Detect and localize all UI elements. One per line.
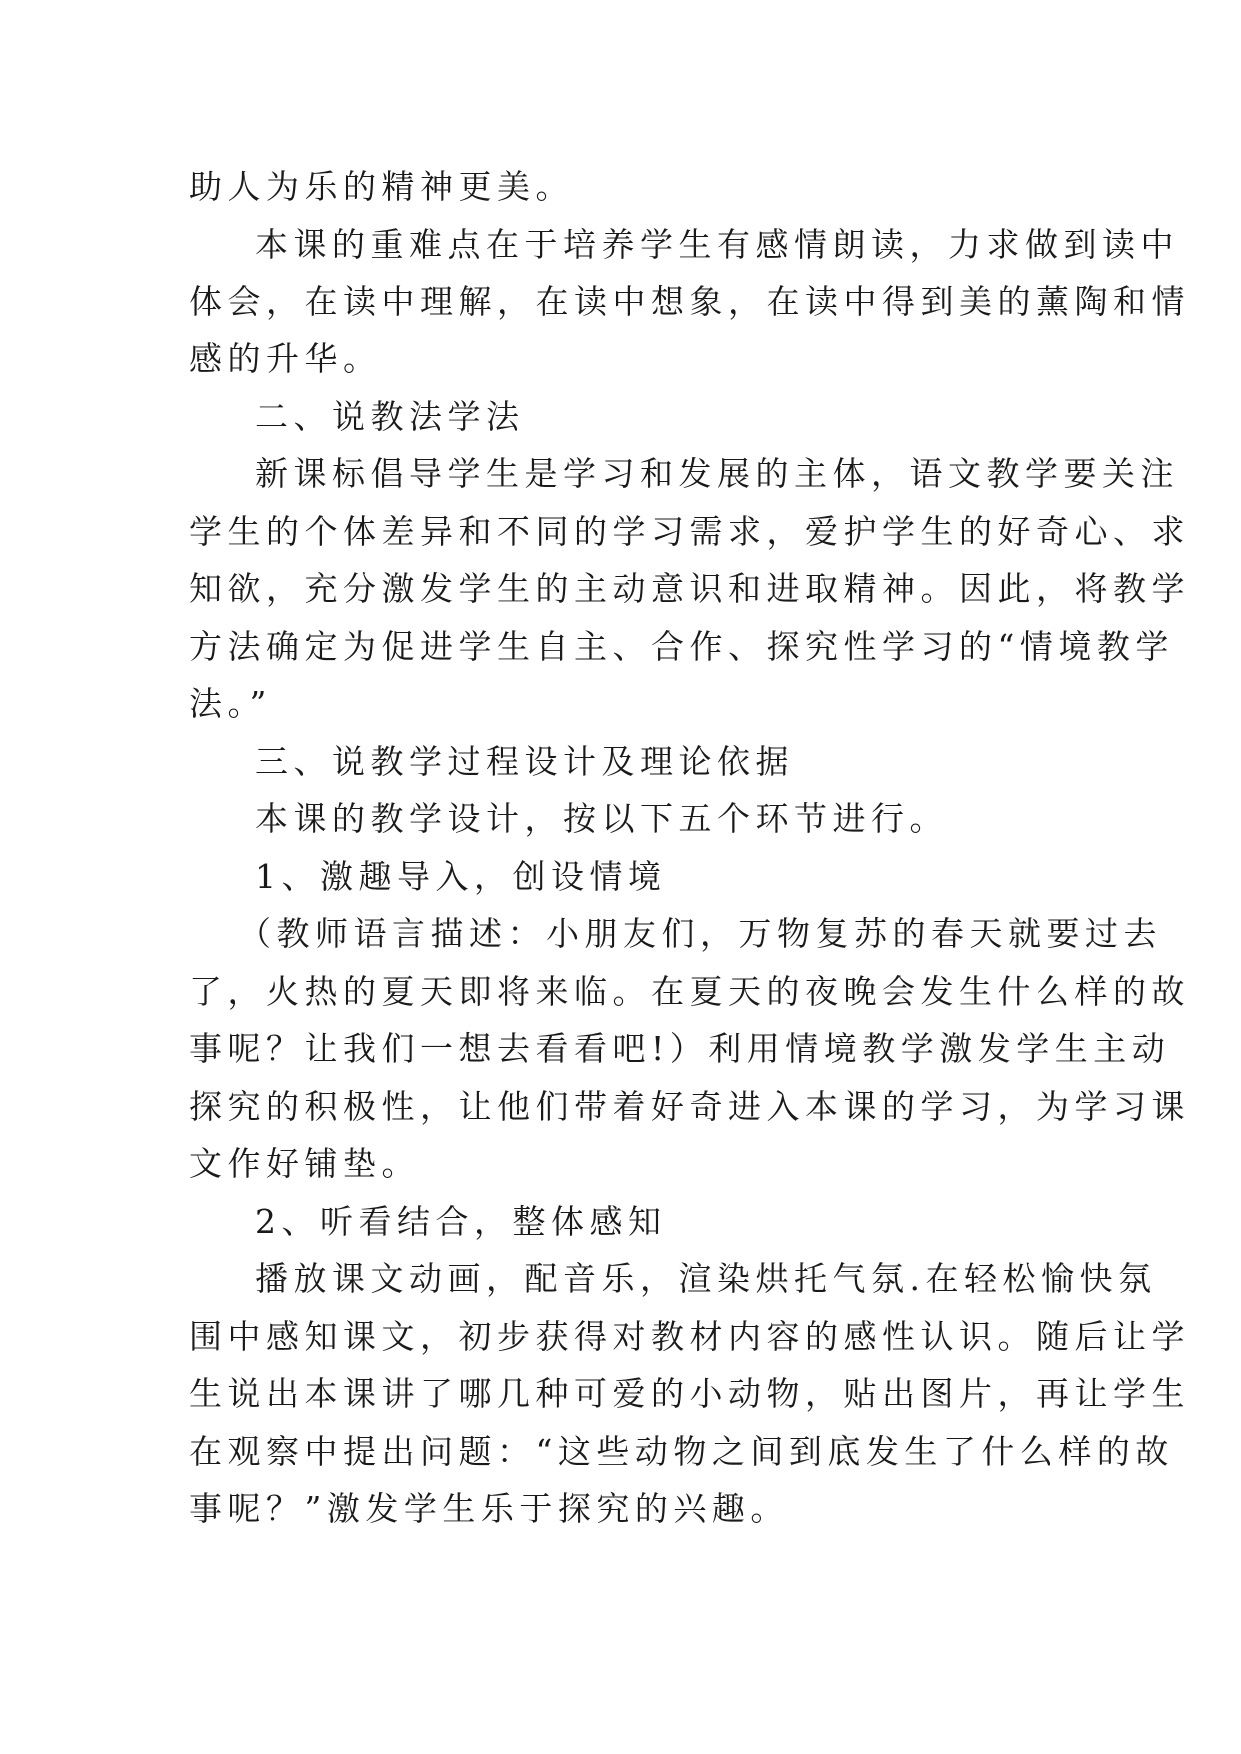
text-line: 事呢？让我们一想去看看吧!）利用情境教学激发学生主动 [189, 1029, 1171, 1068]
text-line: 学生的个体差异和不同的学习需求，爱护学生的好奇心、求 [189, 512, 1190, 551]
text-line: 方法确定为促进学生自主、合作、探究性学习的“情境教学 [189, 627, 1174, 666]
section-heading: 三、说教学过程设计及理论依据 [255, 742, 794, 781]
text-line: 文作好铺垫。 [189, 1144, 420, 1183]
text-line: 助人为乐的精神更美。 [189, 167, 574, 206]
text-line: 生说出本课讲了哪几种可爱的小动物，贴出图片，再让学生 [189, 1374, 1190, 1413]
text-line: 本课的重难点在于培养学生有感情朗读，力求做到读中 [255, 225, 1179, 264]
text-line: 了，火热的夏天即将来临。在夏天的夜晚会发生什么样的故 [189, 972, 1190, 1011]
subsection-heading: 2、听看结合，整体感知 [255, 1202, 667, 1241]
text-line: 在观察中提出问题：“这些动物之间到底发生了什么样的故 [189, 1432, 1174, 1471]
text-line: 事呢？”激发学生乐于探究的兴趣。 [189, 1489, 789, 1528]
text-line: 播放课文动画，配音乐，渲染烘托气氛.在轻松愉快氛 [255, 1259, 1157, 1298]
text-line: 新课标倡导学生是学习和发展的主体，语文教学要关注 [255, 454, 1179, 493]
text-line: 法。” [189, 684, 272, 723]
text-line: 知欲，充分激发学生的主动意识和进取精神。因此，将教学 [189, 569, 1190, 608]
section-heading: 二、说教法学法 [255, 397, 525, 436]
text-line: 感的升华。 [189, 339, 382, 378]
text-line: 体会，在读中理解，在读中想象，在读中得到美的薰陶和情 [189, 282, 1190, 321]
subsection-heading: 1、激趣导入，创设情境 [255, 857, 667, 896]
text-line: 围中感知课文，初步获得对教材内容的感性认识。随后让学 [189, 1317, 1190, 1356]
text-line: 本课的教学设计，按以下五个环节进行。 [255, 799, 948, 838]
text-line: （教师语言描述：小朋友们，万物复苏的春天就要过去 [238, 914, 1162, 953]
text-line: 探究的积极性，让他们带着好奇进入本课的学习，为学习课 [189, 1087, 1190, 1126]
